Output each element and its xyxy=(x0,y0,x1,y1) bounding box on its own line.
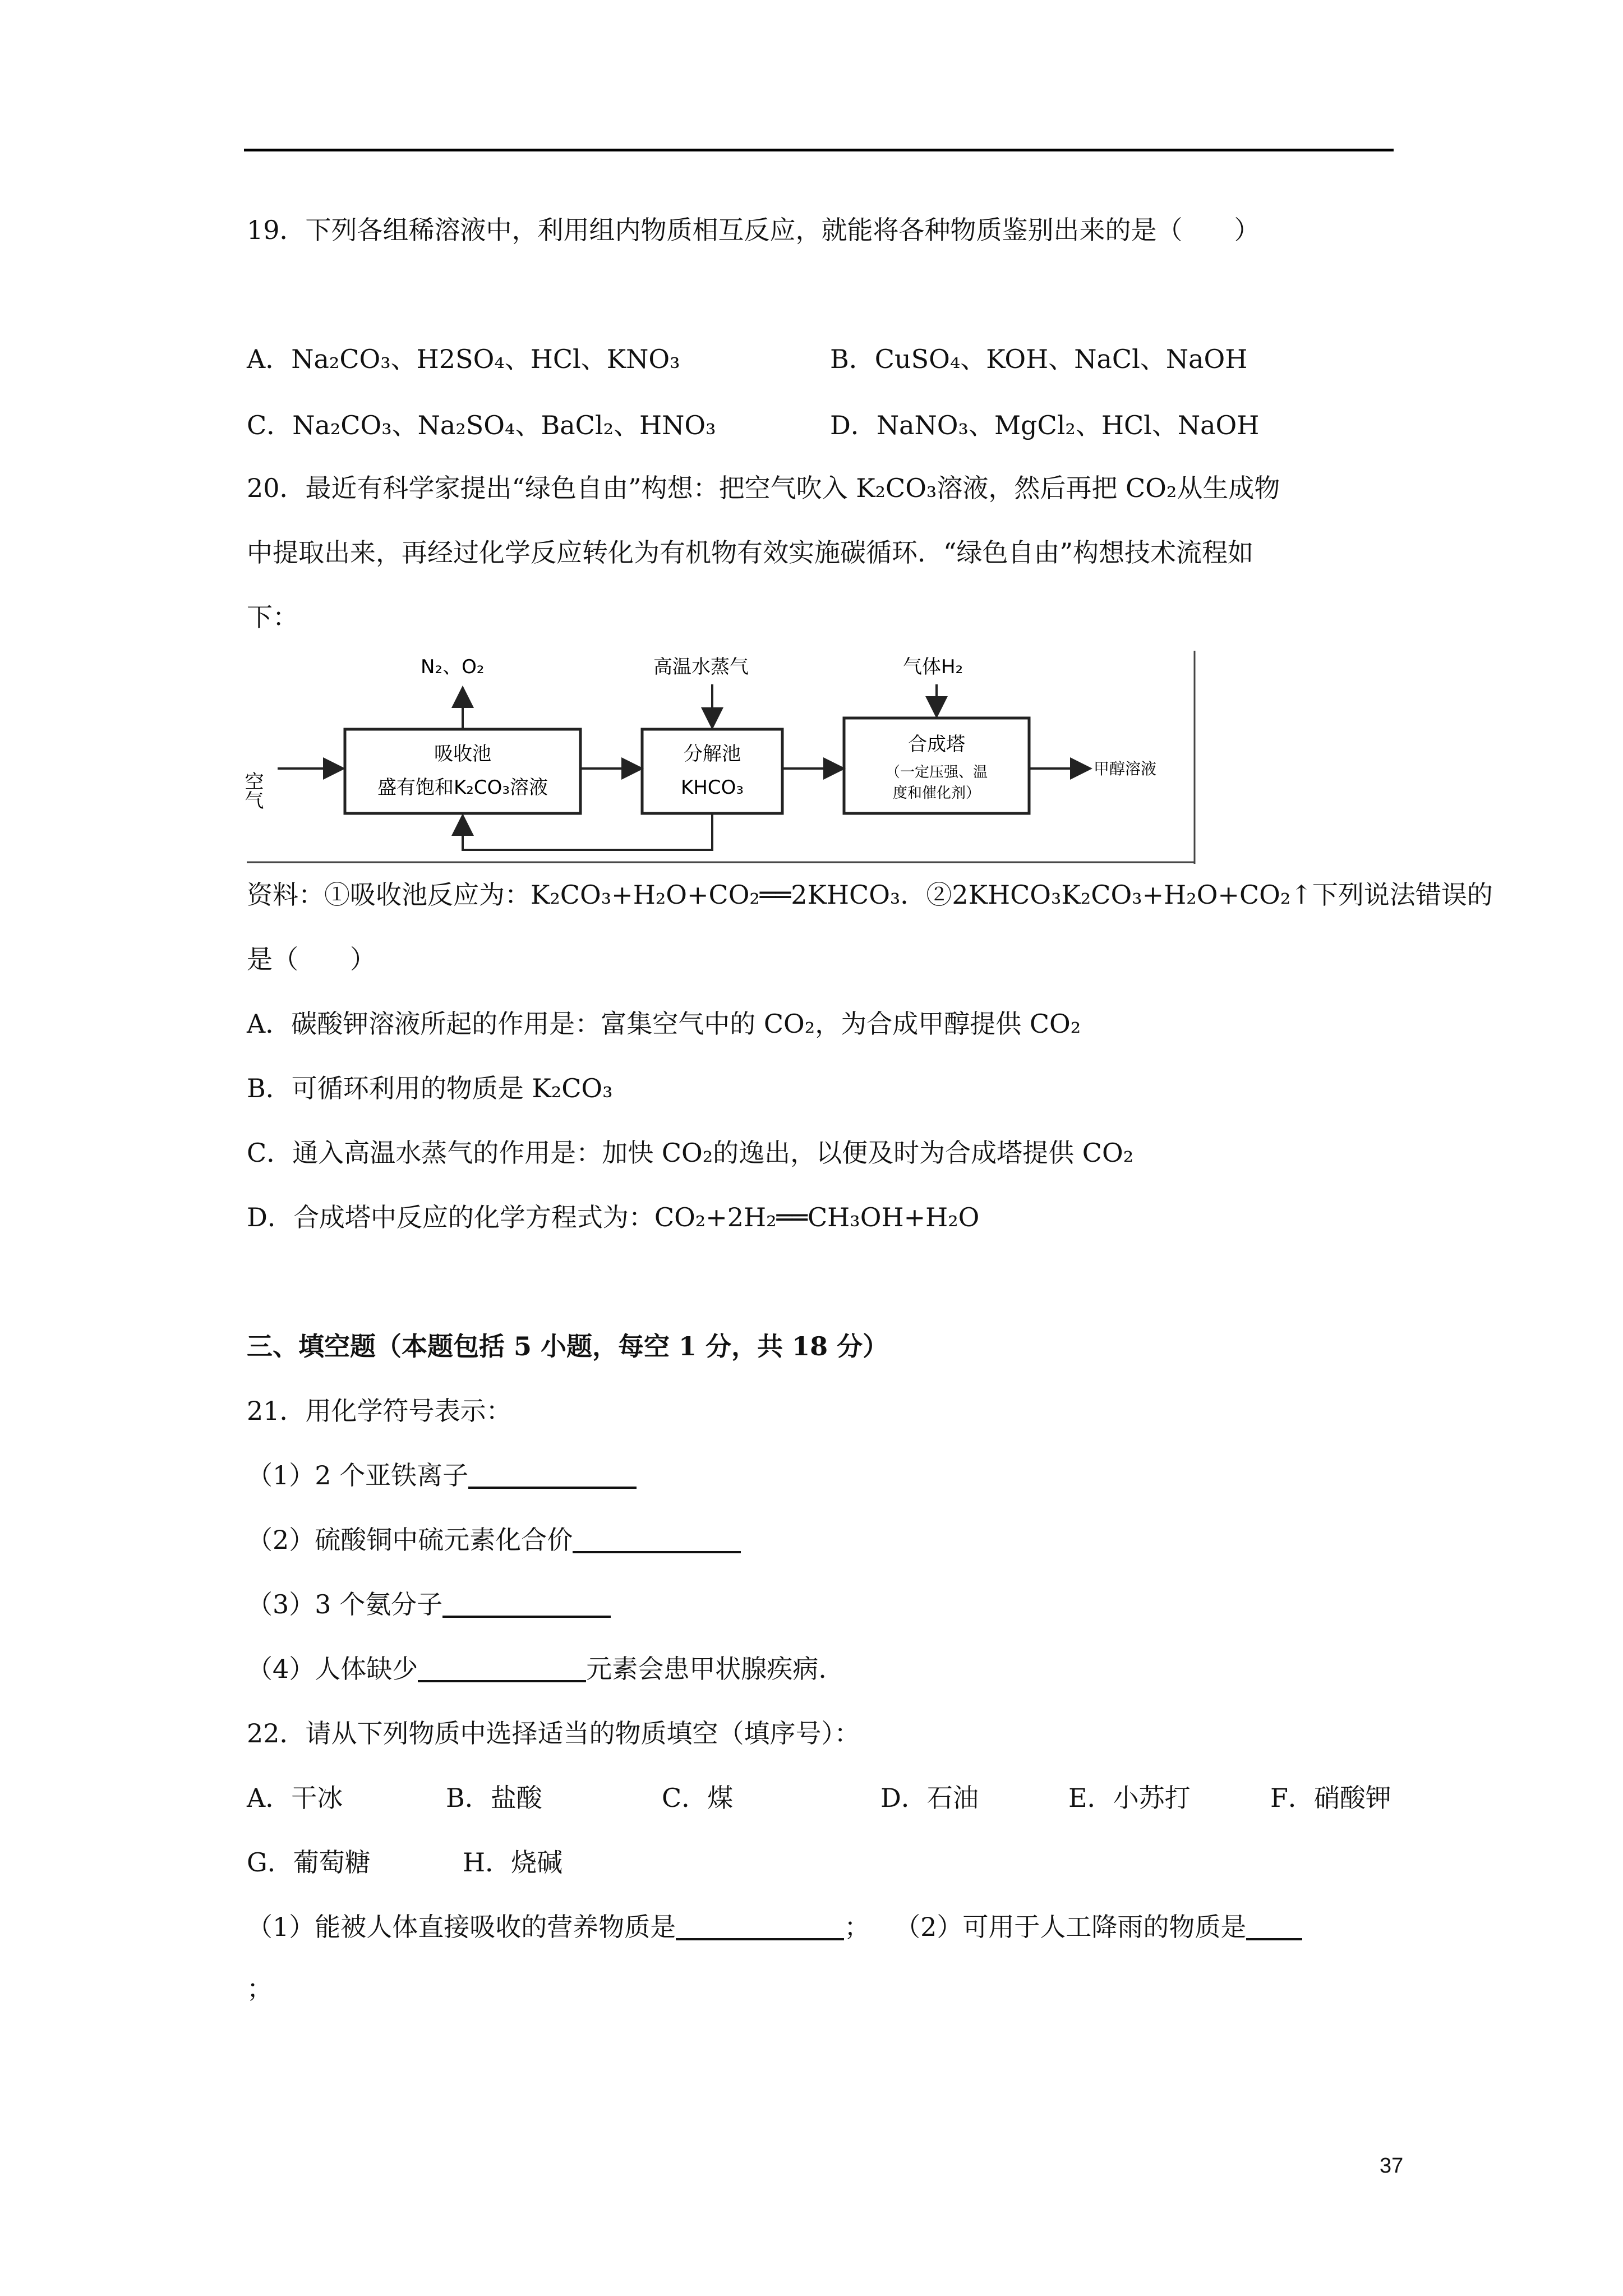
diagram-out-top: N₂、O₂ xyxy=(421,656,485,678)
q21-item-3-text: （3）3 个氨分子 xyxy=(247,1589,443,1619)
q20-info-line2: 是（ ） xyxy=(247,944,376,974)
box1-title: 吸收池 xyxy=(434,743,491,765)
q20-option-d: D．合成塔中反应的化学方程式为：CO₂+2H₂══CH₃OH+H₂O xyxy=(247,1202,980,1232)
q22-stem: 22．请从下列物质中选择适当的物质填空（填序号）： xyxy=(247,1718,860,1749)
box3-sub1: （一定压强、温 xyxy=(885,764,988,781)
q21-item-1 xyxy=(247,1458,637,1492)
q20-option-a: A．碳酸钾溶液所起的作用是：富集空气中的 CO₂，为合成甲醇提供 CO₂ xyxy=(247,1009,1081,1039)
q22-sub1-text: （1）能被人体直接吸收的营养物质是 xyxy=(247,1912,676,1942)
q20-stem-line1: 20．最近有科学家提出“绿色自由”构想：把空气吹入 K₂CO₃溶液，然后再把 CO₂从生成物 xyxy=(247,473,1280,503)
answer-blank[interactable] xyxy=(1246,1913,1302,1940)
header-rule xyxy=(244,149,1394,151)
answer-blank[interactable] xyxy=(468,1462,637,1489)
q22-choice-g: G．葡萄糖 xyxy=(247,1847,371,1878)
q19-stem: 19．下列各组稀溶液中，利用组内物质相互反应，就能将各种物质鉴别出来的是（ ） xyxy=(247,215,1260,245)
q21-stem: 21．用化学符号表示： xyxy=(247,1396,512,1426)
q21-item-1-text: （1）2 个亚铁离子 xyxy=(247,1460,469,1490)
q19-option-d: D．NaNO₃、MgCl₂、HCl、NaOH xyxy=(830,410,1260,440)
diagram-output: 甲醇溶液 xyxy=(1094,760,1157,778)
q20-stem-line2: 中提取出来，再经过化学反应转化为有机物有效实施碳循环．“绿色自由”构想技术流程如 xyxy=(247,537,1254,568)
page-number: 37 xyxy=(1380,2154,1404,2178)
section3-heading: 三、填空题（本题包括 5 小题，每空 1 分，共 18 分） xyxy=(247,1331,889,1361)
q21-item-2 xyxy=(247,1523,741,1557)
q22-choice-f: F．硝酸钾 xyxy=(1270,1783,1391,1813)
q21-item-2-text: （2）硫酸铜中硫元素化合价 xyxy=(247,1525,573,1555)
answer-blank[interactable] xyxy=(676,1913,844,1940)
q20-info-line1: 资料：①吸收池反应为：K₂CO₃+H₂O+CO₂══2KHCO₃．②2KHCO₃K₂CO₃+H₂O+CO₂↑下列说法错误的 xyxy=(247,880,1493,910)
q22-choice-c: C．煤 xyxy=(662,1783,734,1813)
q21-item-4-text: （4）人体缺少 xyxy=(247,1654,418,1684)
q22-choice-e: E．小苏打 xyxy=(1068,1783,1191,1813)
q22-choice-a: A．干冰 xyxy=(247,1783,343,1813)
q22-sub2-text: （2）可用于人工降雨的物质是 xyxy=(895,1912,1247,1942)
box1-sub: 盛有饱和K₂CO₃溶液 xyxy=(377,776,548,799)
box3-sub2: 度和催化剂） xyxy=(892,785,981,802)
q22-choice-h: H．烧碱 xyxy=(463,1847,563,1878)
q22-trailing: ； xyxy=(247,1973,273,2004)
answer-blank[interactable] xyxy=(573,1526,741,1553)
q20-option-c: C．通入高温水蒸气的作用是：加快 CO₂的逸出，以便及时为合成塔提供 CO₂ xyxy=(247,1138,1134,1168)
q19-option-c: C．Na₂CO₃、Na₂SO₄、BaCl₂、HNO₃ xyxy=(247,410,716,440)
q21-item-4-suffix: 元素会患甲状腺疾病. xyxy=(586,1654,827,1684)
diagram-input-label: 空气 xyxy=(241,771,264,809)
box2-sub: KHCO₃ xyxy=(681,776,744,799)
diagram-gas: 气体H₂ xyxy=(903,656,963,678)
q22-sub-questions xyxy=(247,1910,1302,1944)
diagram-steam: 高温水蒸气 xyxy=(653,656,749,678)
q20-option-b: B．可循环利用的物质是 K₂CO₃ xyxy=(247,1073,613,1103)
flow-diagram xyxy=(241,651,1200,864)
q20-stem-line3: 下： xyxy=(247,602,298,632)
q22-choice-d: D．石油 xyxy=(880,1783,979,1813)
answer-blank[interactable] xyxy=(418,1655,586,1682)
box3-title: 合成塔 xyxy=(908,733,965,756)
q22-choice-b: B．盐酸 xyxy=(446,1783,542,1813)
answer-blank[interactable] xyxy=(442,1591,611,1618)
q19-option-a: A．Na₂CO₃、H2SO₄、HCl、KNO₃ xyxy=(247,344,680,374)
q21-item-3 xyxy=(247,1588,611,1621)
q19-option-b: B．CuSO₄、KOH、NaCl、NaOH xyxy=(830,344,1248,374)
q21-item-4 xyxy=(247,1652,827,1686)
q22-sub1-end: ； xyxy=(844,1912,870,1942)
box2-title: 分解池 xyxy=(684,743,741,765)
